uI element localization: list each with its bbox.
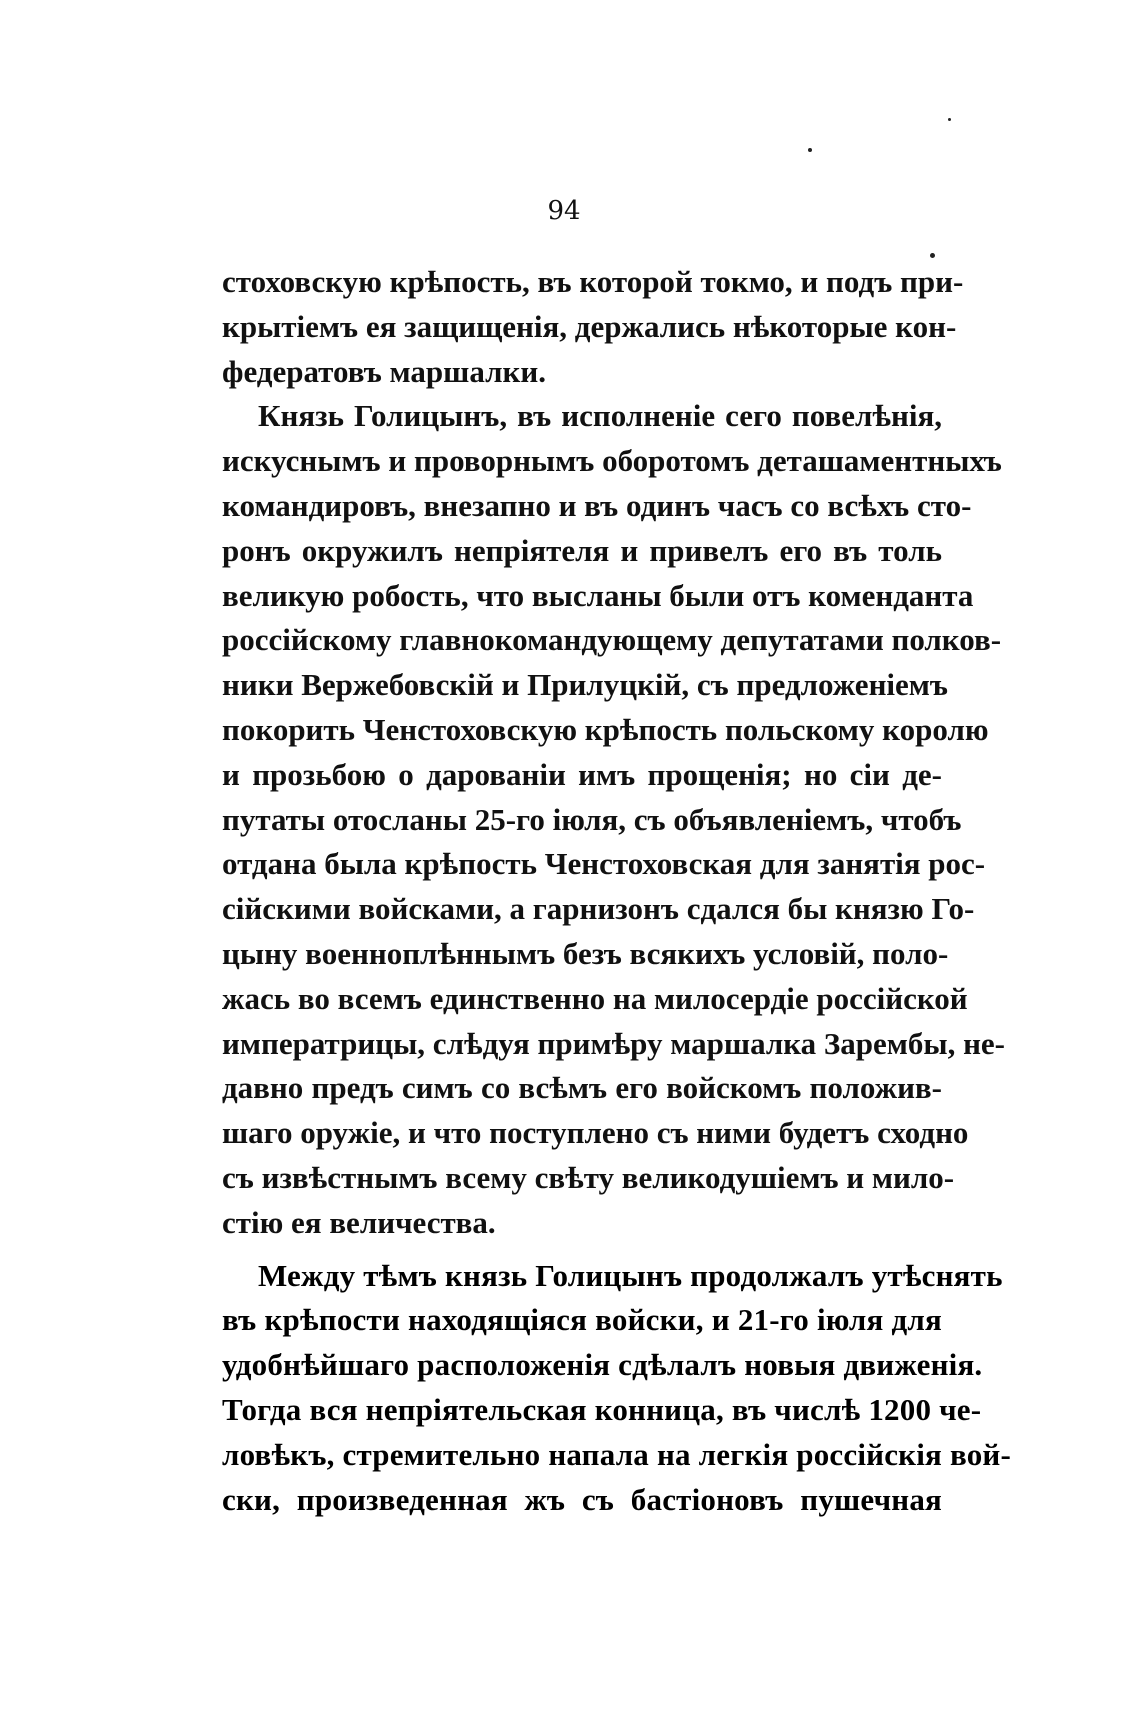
- scan-speck: [948, 118, 951, 121]
- text-line: удобнѣйшаго расположенія сдѣлалъ новыя движенія.: [222, 1347, 983, 1383]
- text-line: Князь Голицынъ, въ исполненіе сего повелѣнія,: [258, 398, 942, 434]
- scan-speck: [808, 148, 812, 152]
- text-body: [222, 260, 1011, 1522]
- paragraph-gap: [222, 1246, 942, 1254]
- text-line: отдана была крѣпость Ченстоховская для занятія рос-: [222, 846, 986, 882]
- text-line: шаго оружіе, и что поступлено съ ними будетъ сходно: [222, 1115, 969, 1151]
- text-line: и прозьбою о дарованіи имъ прощенія; но сіи де-: [222, 756, 942, 792]
- text-line: давно предъ симъ со всѣмъ его войскомъ положив-: [222, 1070, 942, 1106]
- text-line: федератовъ маршалки.: [222, 353, 546, 389]
- text-line: покорить Ченстоховскую крѣпость польскому королю: [222, 711, 989, 747]
- text-line: цыну военноплѣннымъ безъ всякихъ условій, поло-: [222, 935, 949, 971]
- text-line: ски, произведенная жъ съ бастіоновъ пушечная: [222, 1481, 942, 1517]
- text-line: съ извѣстнымъ всему свѣту великодушіемъ и мило-: [222, 1159, 955, 1195]
- text-line: стоховскую крѣпость, въ которой токмо, и подъ при-: [222, 264, 964, 299]
- text-line: ловѣкъ, стремительно напала на легкія россійскія вой-: [222, 1436, 1011, 1472]
- text-line: императрицы, слѣдуя примѣру маршалка Зарембы, не-: [222, 1025, 1006, 1061]
- paragraph: [222, 260, 964, 394]
- text-line: командировъ, внезапно и въ одинъ часъ со всѣхъ сто-: [222, 487, 972, 523]
- paragraph: [222, 394, 1006, 1245]
- text-line: Между тѣмъ князь Голицынъ продолжалъ утѣснять: [258, 1257, 1003, 1293]
- text-line: россійскому главнокомандующему депутатами полков-: [222, 622, 1002, 658]
- text-line: сійскими войсками, а гарнизонъ сдался бы князю Го-: [222, 891, 975, 927]
- text-line: ники Вержебовскій и Прилуцкій, съ предложеніемъ: [222, 667, 948, 703]
- scan-speck: [930, 253, 935, 258]
- text-line: искуснымъ и проворнымъ оборотомъ деташаментныхъ: [222, 443, 1002, 479]
- text-line: ронъ окружилъ непріятеля и привелъ его въ толь: [222, 532, 942, 568]
- text-line: великую робость, что высланы были отъ коменданта: [222, 577, 974, 613]
- page-number: 94: [547, 196, 581, 226]
- text-line: Тогда вся непріятельская конница, въ числѣ 1200 че-: [222, 1391, 982, 1427]
- text-line: крытіемъ ея защищенія, держались нѣкоторые кон-: [222, 308, 957, 344]
- text-line: жась во всемъ единственно на милосердіе россійской: [222, 980, 968, 1016]
- text-line: стію ея величества.: [222, 1204, 496, 1240]
- paragraph: [222, 1254, 1011, 1523]
- text-line: въ крѣпости находящіяся войски, и 21-го іюля для: [222, 1302, 942, 1338]
- text-line: путаты отосланы 25-го іюля, съ объявленіемъ, чтобъ: [222, 801, 962, 837]
